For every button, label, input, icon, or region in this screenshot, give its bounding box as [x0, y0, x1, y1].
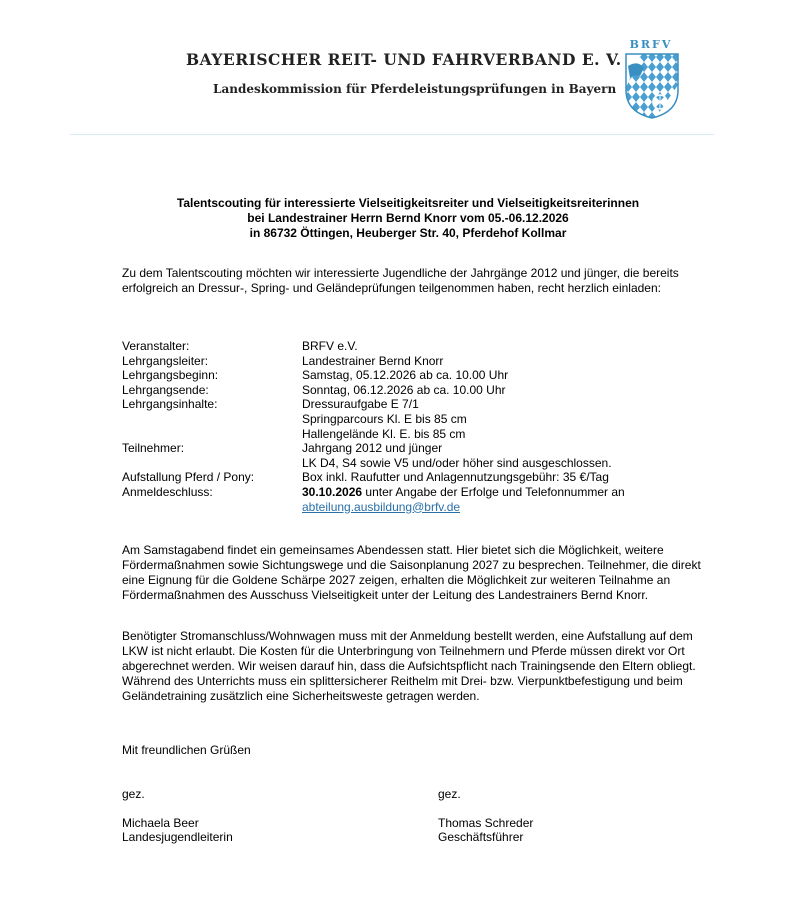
info-row-leiter: [122, 354, 625, 369]
brfv-logo: [620, 38, 682, 120]
info-value: Landestrainer Bernd Knorr: [302, 353, 444, 368]
info-value: Box inkl. Raufutter und Anlagennutzungsgebühr: 35 €/Tag: [302, 470, 609, 485]
signature-role: Geschäftsführer: [438, 830, 524, 845]
info-value: Sonntag, 06.12.2026 ab ca. 10.00 Uhr: [302, 382, 506, 397]
info-value: Samstag, 05.12.2026 ab ca. 10.00 Uhr: [302, 368, 509, 383]
signature-left: [122, 787, 233, 845]
signature-role: Landesjugendleiterin: [122, 830, 233, 845]
info-label: Lehrgangsbeginn:: [122, 368, 219, 383]
signature-right: [438, 787, 533, 845]
info-row-beginn: [122, 368, 625, 383]
title-line-3: in 86732 Öttingen, Heuberger Str. 40, Pferdehof Kollmar: [249, 226, 567, 240]
signature-gez: gez.: [122, 787, 145, 801]
logo-text: BRFV: [629, 38, 673, 51]
course-info: [122, 339, 625, 514]
deadline-text: unter Angabe der Erfolge und Telefonnummer an: [362, 484, 625, 499]
info-label: Aufstallung Pferd / Pony:: [122, 470, 255, 485]
document-title: [100, 196, 716, 241]
info-row-anmeldeschluss: [122, 485, 625, 514]
intro-paragraph: Zu dem Talentscouting möchten wir interessierte Jugendliche der Jahrgänge 2012 und jünger, die bereits erfolgreich an Dressur-, Spring- und Geländeprüfungen teilgenommen haben, recht herzlich einladen:: [122, 266, 679, 295]
info-label: Anmeldeschluss:: [122, 484, 213, 499]
info-row-aufstallung: [122, 470, 625, 485]
email-link[interactable]: abteilung.ausbildung@brfv.de: [302, 499, 461, 514]
info-label: Veranstalter:: [122, 339, 190, 353]
header-divider: [70, 134, 714, 135]
deadline-date: 30.10.2026: [302, 484, 363, 499]
info-label: Lehrgangsleiter:: [122, 353, 209, 368]
inhalte-item: Dressuraufgabe E 7/1: [302, 397, 419, 412]
info-row-ende: [122, 383, 625, 398]
org-subtitle: Landeskommission für Pferdeleistungsprüfungen in Bayern: [213, 82, 617, 96]
coat-of-arms-icon: [624, 52, 680, 120]
title-line-2: bei Landestrainer Herrn Bernd Knorr vom 05.-06.12.2026: [247, 211, 569, 225]
info-value: [302, 397, 625, 441]
info-value: [302, 485, 625, 514]
info-label: Teilnehmer:: [122, 441, 185, 456]
info-row-inhalte: [122, 397, 625, 441]
info-label: Lehrgangsinhalte:: [122, 397, 218, 412]
paragraph-rules: Benötigter Stromanschluss/Wohnwagen muss mit der Anmeldung bestellt werden, eine Aufstallung auf dem LKW ist nicht erlaubt. Die Kosten für die Unterbringung von Teilnehmern und Pferde müssen direkt vor Ort abgerechnet werden. Wir weisen darauf hin, dass die Aufsichtspflicht nach Trainingsende den Eltern obliegt. Während des Unterrichts muss ein splittersicherer Reithelm mit Drei- bzw. Vierpunktbefestigung und beim Geländetraining zusätzlich eine Sicherheitsweste getragen werden.: [122, 629, 696, 703]
title-line-1: Talentscouting für interessierte Vielseitigkeitsreiter und Vielseitigkeitsreiterinnen: [176, 196, 640, 210]
signature-name: Michaela Beer: [122, 815, 199, 830]
signature-gez: gez.: [438, 787, 461, 801]
inhalte-item: Springparcours Kl. E bis 85 cm: [302, 411, 467, 426]
info-row-veranstalter: [122, 339, 625, 354]
teilnehmer-item: Jahrgang 2012 und jünger: [302, 441, 443, 456]
signature-name: Thomas Schreder: [438, 815, 534, 830]
info-value: BRFV e.V.: [302, 339, 358, 353]
closing-greeting: Mit freundlichen Grüßen: [122, 743, 251, 757]
teilnehmer-item: LK D4, S4 sowie V5 und/oder höher sind ausgeschlossen.: [302, 455, 612, 470]
info-row-teilnehmer: [122, 441, 625, 470]
info-label: Lehrgangsende:: [122, 382, 209, 397]
info-value: [302, 441, 625, 470]
paragraph-dinner: Am Samstagabend findet ein gemeinsames Abendessen statt. Hier bietet sich die Möglichkeit, weitere Fördermaßnahmen sowie Sichtungswege und die Saisonplanung 2027 zu besprechen. Teilnehmer, die direkt eine Eignung für die Goldene Schärpe 2027 zeigen, erhalten die Möglichkeit zur weiteren Teilnahme an Fördermaßnahmen des Ausschuss Vielseitigkeit unter der Leitung des Landestrainers Bernd Knorr.: [122, 543, 701, 602]
inhalte-item: Hallengelände Kl. E. bis 85 cm: [302, 426, 466, 441]
org-name: BAYERISCHER REIT- UND FAHRVERBAND E. V.: [186, 50, 622, 69]
